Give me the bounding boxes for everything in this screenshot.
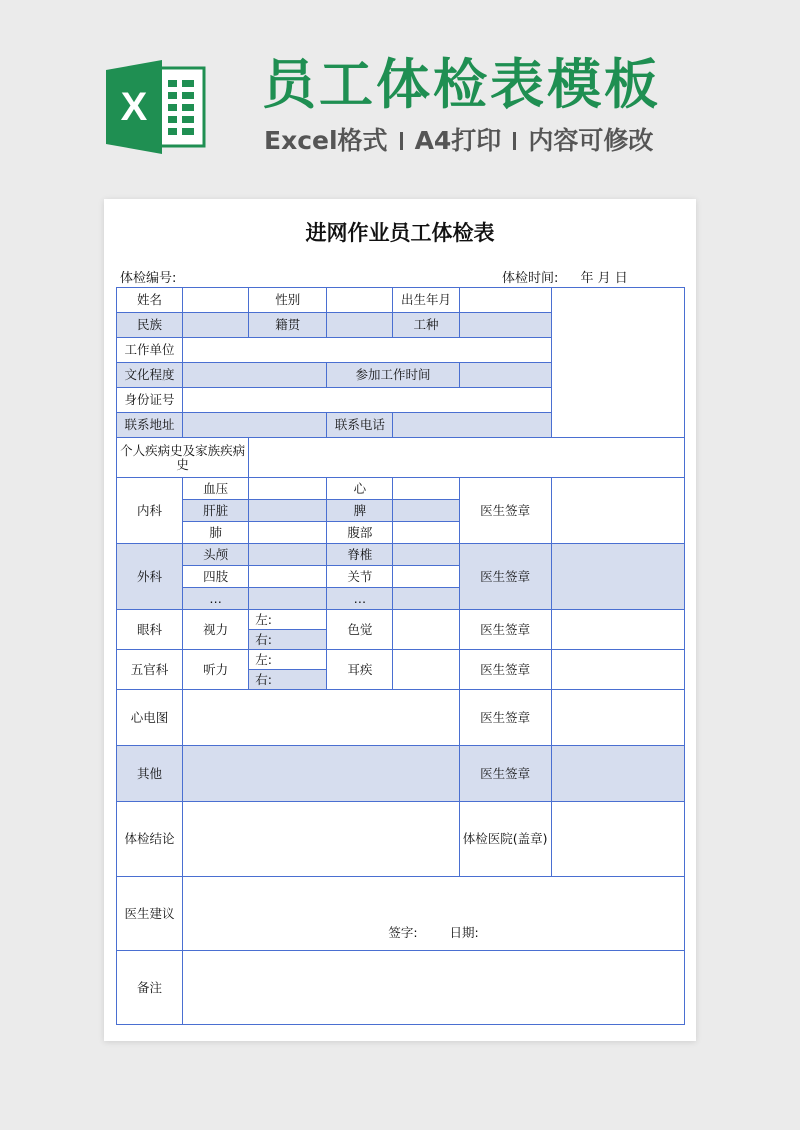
hearing-left-field[interactable]: 左: <box>249 650 327 670</box>
surgery-doctor-sign-field[interactable] <box>551 544 684 610</box>
history-field[interactable] <box>249 438 685 478</box>
logo-letter: X <box>120 85 148 129</box>
start-work-label: 参加工作时间 <box>327 363 459 388</box>
start-work-field[interactable] <box>459 363 551 388</box>
blood-pressure-field[interactable] <box>249 478 327 500</box>
other-label: 其他 <box>117 746 183 802</box>
advice-signature-line <box>374 926 492 940</box>
other-doctor-sign-label: 医生签章 <box>459 746 551 802</box>
heart-field[interactable] <box>393 478 459 500</box>
ethnicity-label: 民族 <box>117 313 183 338</box>
abdomen-label: 腹部 <box>327 522 393 544</box>
phone-label: 联系电话 <box>327 413 393 438</box>
spine-label: 脊椎 <box>327 544 393 566</box>
education-field[interactable] <box>183 363 327 388</box>
ent-label: 五官科 <box>117 650 183 690</box>
vision-left-field[interactable]: 左: <box>249 610 327 630</box>
ecg-doctor-sign-label: 医生签章 <box>459 690 551 746</box>
head-label: 头颅 <box>183 544 249 566</box>
exam-time-label: 体检时间: <box>502 271 559 286</box>
abdomen-field[interactable] <box>393 522 459 544</box>
internal-doctor-sign-field[interactable] <box>551 478 684 544</box>
employer-label: 工作单位 <box>117 338 183 363</box>
health-check-table <box>116 287 685 1025</box>
advice-label: 医生建议 <box>117 877 183 951</box>
exam-number-label: 体检编号: <box>120 271 177 286</box>
spleen-label: 脾 <box>327 500 393 522</box>
table-row <box>117 288 685 313</box>
other-doctor-sign-field[interactable] <box>551 746 684 802</box>
table-row <box>117 650 685 670</box>
limbs-label: 四肢 <box>183 566 249 588</box>
phone-field[interactable] <box>393 413 551 438</box>
surgery-more-field-2[interactable] <box>393 588 459 610</box>
spine-field[interactable] <box>393 544 459 566</box>
education-label: 文化程度 <box>117 363 183 388</box>
history-label: 个人疾病史及家族疾病史 <box>117 438 249 478</box>
date-label: 日期: <box>449 925 479 940</box>
surgery-doctor-sign-label: 医生签章 <box>459 544 551 610</box>
ent-doctor-sign-field[interactable] <box>551 650 684 690</box>
color-vision-label: 色觉 <box>327 610 393 650</box>
vision-right-field[interactable]: 右: <box>249 630 327 650</box>
ecg-label: 心电图 <box>117 690 183 746</box>
internal-label: 内科 <box>117 478 183 544</box>
table-row <box>117 478 685 500</box>
surgery-label: 外科 <box>117 544 183 610</box>
job-type-label: 工种 <box>393 313 459 338</box>
ethnicity-field[interactable] <box>183 313 249 338</box>
spleen-field[interactable] <box>393 500 459 522</box>
ecg-field[interactable] <box>183 690 459 746</box>
hearing-right-field[interactable]: 右: <box>249 670 327 690</box>
eye-doctor-sign-label: 医生签章 <box>459 610 551 650</box>
hospital-stamp-label: 体检医院(盖章) <box>459 802 551 877</box>
subtitle-editable: 内容可修改 <box>528 126 654 155</box>
table-row <box>117 610 685 630</box>
ent-doctor-sign-label: 医生签章 <box>459 650 551 690</box>
subtitle <box>264 124 653 158</box>
lung-label: 肺 <box>183 522 249 544</box>
job-type-field[interactable] <box>459 313 551 338</box>
exam-time <box>502 269 628 289</box>
table-row <box>117 877 685 951</box>
conclusion-field[interactable] <box>183 802 459 877</box>
name-field[interactable] <box>183 288 249 313</box>
table-row <box>117 951 685 1025</box>
subtitle-print: A4打印 <box>414 126 502 155</box>
surgery-more-label-2: … <box>327 588 393 610</box>
advice-field[interactable] <box>183 877 685 951</box>
table-row <box>117 746 685 802</box>
gender-label: 性别 <box>249 288 327 313</box>
ear-disease-field[interactable] <box>393 650 459 690</box>
photo-field[interactable] <box>551 288 684 438</box>
joints-label: 关节 <box>327 566 393 588</box>
origin-field[interactable] <box>327 313 393 338</box>
liver-field[interactable] <box>249 500 327 522</box>
id-number-field[interactable] <box>183 388 552 413</box>
table-row <box>117 690 685 746</box>
form-title: 进网作业员工体检表 <box>305 221 495 245</box>
ecg-doctor-sign-field[interactable] <box>551 690 684 746</box>
name-label: 姓名 <box>117 288 183 313</box>
birth-field[interactable] <box>459 288 551 313</box>
divider <box>400 132 403 150</box>
excel-logo-icon <box>104 60 206 154</box>
signature-label: 签字: <box>388 925 418 940</box>
hearing-label: 听力 <box>183 650 249 690</box>
exam-date: 年 月 日 <box>580 271 628 286</box>
surgery-more-field[interactable] <box>249 588 327 610</box>
conclusion-label: 体检结论 <box>117 802 183 877</box>
eye-doctor-sign-field[interactable] <box>551 610 684 650</box>
address-label: 联系地址 <box>117 413 183 438</box>
head-field[interactable] <box>249 544 327 566</box>
subtitle-format: Excel格式 <box>264 126 388 155</box>
internal-doctor-sign-label: 医生签章 <box>459 478 551 544</box>
liver-label: 肝脏 <box>183 500 249 522</box>
form-sheet <box>104 199 696 1041</box>
limbs-field[interactable] <box>249 566 327 588</box>
birth-label: 出生年月 <box>393 288 459 313</box>
eye-label: 眼科 <box>117 610 183 650</box>
address-field[interactable] <box>183 413 327 438</box>
remarks-label: 备注 <box>117 951 183 1025</box>
vision-label: 视力 <box>183 610 249 650</box>
heart-label: 心 <box>327 478 393 500</box>
other-field[interactable] <box>183 746 459 802</box>
lung-field[interactable] <box>249 522 327 544</box>
gender-field[interactable] <box>327 288 393 313</box>
blood-pressure-label: 血压 <box>183 478 249 500</box>
remarks-field[interactable] <box>183 951 685 1025</box>
page-title: 员工体检表模板 <box>262 53 661 116</box>
table-row <box>117 802 685 877</box>
divider <box>513 132 516 150</box>
origin-label: 籍贯 <box>249 313 327 338</box>
table-row <box>117 438 685 478</box>
ear-disease-label: 耳疾 <box>327 650 393 690</box>
joints-field[interactable] <box>393 566 459 588</box>
surgery-more-label: … <box>183 588 249 610</box>
id-number-label: 身份证号 <box>117 388 183 413</box>
hospital-stamp-field[interactable] <box>551 802 684 877</box>
table-row <box>117 544 685 566</box>
employer-field[interactable] <box>183 338 552 363</box>
color-vision-field[interactable] <box>393 610 459 650</box>
